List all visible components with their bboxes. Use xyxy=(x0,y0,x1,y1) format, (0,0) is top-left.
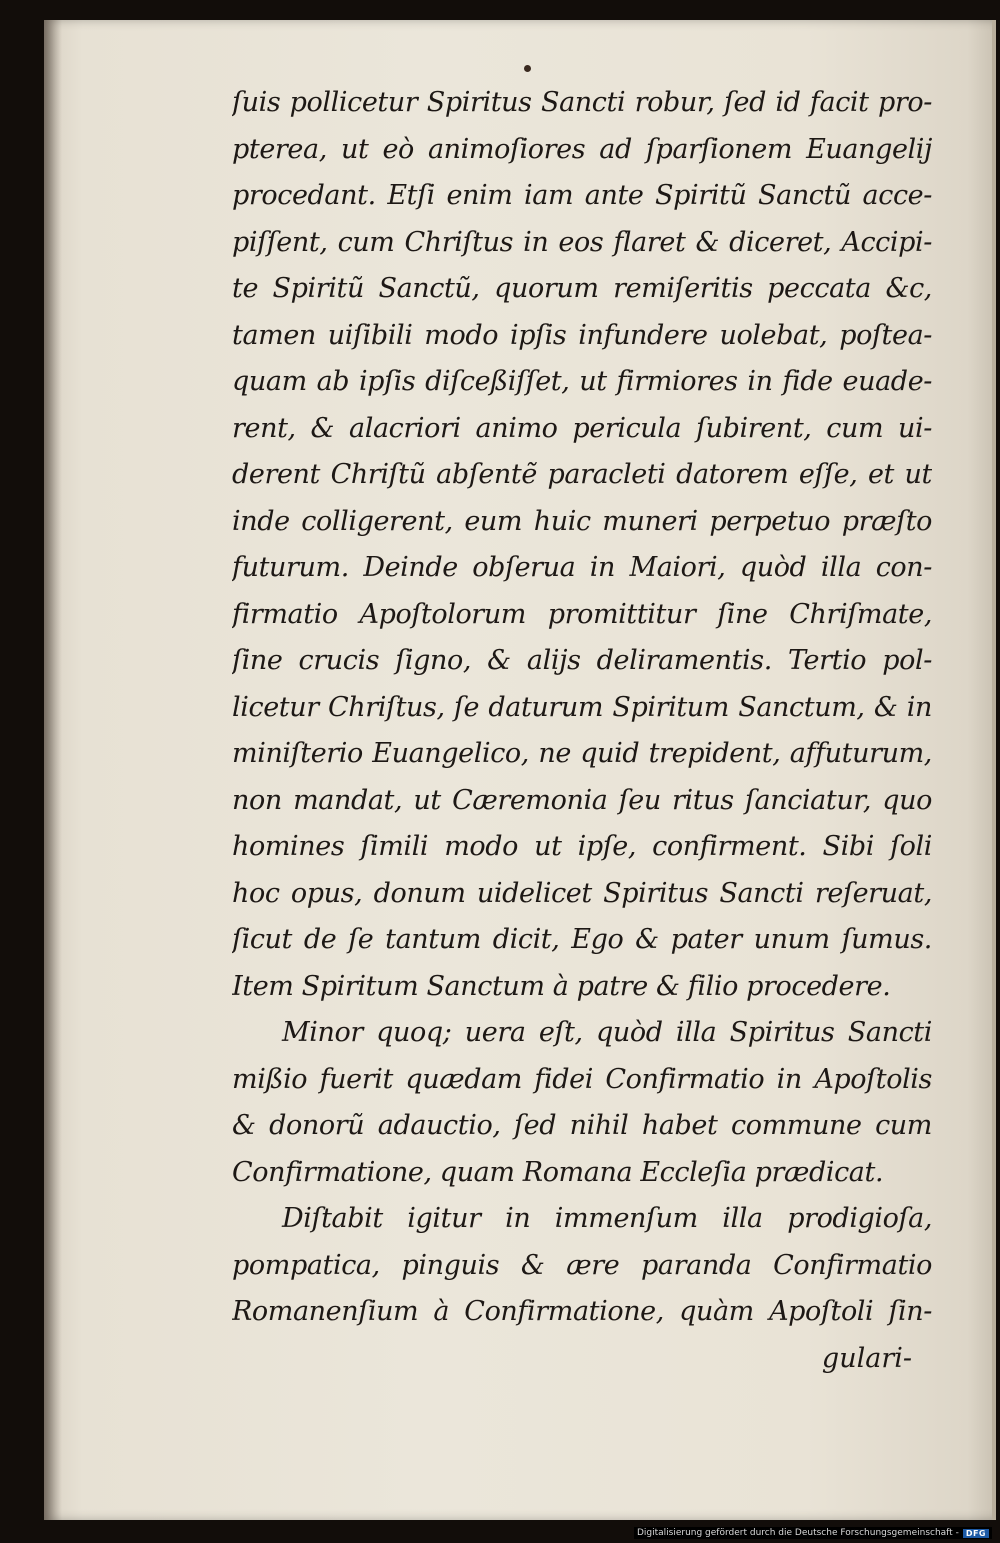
text-line: quam ab ipſis diſceßiſſet, ut firmiores in fide euade- xyxy=(232,366,932,397)
text-line: ſine crucis ſigno, & aliјs deliramentis. Tertio pol- xyxy=(232,645,932,676)
text-line: hoc opus, donum uidelicet Spiritus Sancti reſeruat, xyxy=(232,877,932,909)
text-line: Minor quoq; uera eſt, quòd illa Spiritus Sancti xyxy=(282,1017,932,1048)
text-line: te Spiritũ Sanctũ, quorum remiſeritis peccata &c, xyxy=(232,273,932,304)
text-line: miniſterio Euangelico, ne quid trepident, affuturum, xyxy=(232,738,932,769)
text-line: tamen uiſibili modo ipſis infundere uolebat, poſtea- xyxy=(232,319,932,351)
text-block xyxy=(232,80,932,1382)
text-line: Confirmatione, quam Romana Eccleſia prædicat. xyxy=(232,1156,884,1188)
text-line: piſſent, cum Chriſtus in eos flaret & diceret, Accipi- xyxy=(232,226,932,258)
dfg-logo-icon: DFG xyxy=(963,1529,989,1538)
text-line: mißio fuerit quædam fidei Confirmatio in Apoſtolis xyxy=(232,1063,932,1095)
binding-shadow xyxy=(44,20,62,1520)
text-line: Diſtabit igitur in immenſum illa prodigioſa, xyxy=(282,1203,932,1234)
text-line: licetur Chriſtus, ſe daturum Spiritum Sanctum, & in xyxy=(232,691,932,723)
catchword: gulari- xyxy=(821,1342,912,1374)
ink-dot xyxy=(524,65,531,72)
footer-text: Digitalisierung gefördert durch die Deutsche Forschungsgemeinschaft - xyxy=(636,1528,959,1538)
text-line: ſuis pollicetur Spiritus Sancti robur, ſed id facit pro- xyxy=(232,87,932,118)
text-line: procedant. Etſi enim iam ante Spiritũ Sanctũ acce- xyxy=(232,180,932,211)
text-line: derent Chriſtũ abſentẽ paracleti datorem eſſe, et ut xyxy=(232,459,932,490)
text-line: firmatio Apoſtolorum promittitur ſine Chriſmate, xyxy=(232,598,932,630)
text-line: Romanenſium à Confirmatione, quàm Apoſtoli ſin- xyxy=(232,1296,932,1327)
text-line: inde colligerent, eum huic muneri perpetuo præſto xyxy=(232,505,932,537)
text-line: futurum. Deinde obſerua in Maiori, quòd illa con- xyxy=(232,552,932,583)
text-line: pompatica, pinguis & ære paranda Confirmatio xyxy=(232,1249,932,1281)
text-line: pterea, ut eò animoſiores ad ſparſionem Euangelij xyxy=(232,133,932,165)
text-line: ſicut de ſe tantum dicit, Ego & pater unum ſumus. xyxy=(232,924,932,955)
page-edge xyxy=(992,20,996,1520)
text-line: rent, & alacriori animo pericula ſubirent, cum ui- xyxy=(232,412,932,444)
text-line: Item Spiritum Sanctum à patre & filio procedere. xyxy=(232,970,891,1002)
digitization-footer xyxy=(634,1527,992,1539)
text-line: homines ſimili modo ut ipſe, confirment. Sibi ſoli xyxy=(232,831,932,862)
text-line: non mandat, ut Cæremonia ſeu ritus ſanciatur, quo xyxy=(232,784,932,816)
text-line: & donorũ adauctio, ſed nihil habet commune cum xyxy=(232,1110,932,1141)
